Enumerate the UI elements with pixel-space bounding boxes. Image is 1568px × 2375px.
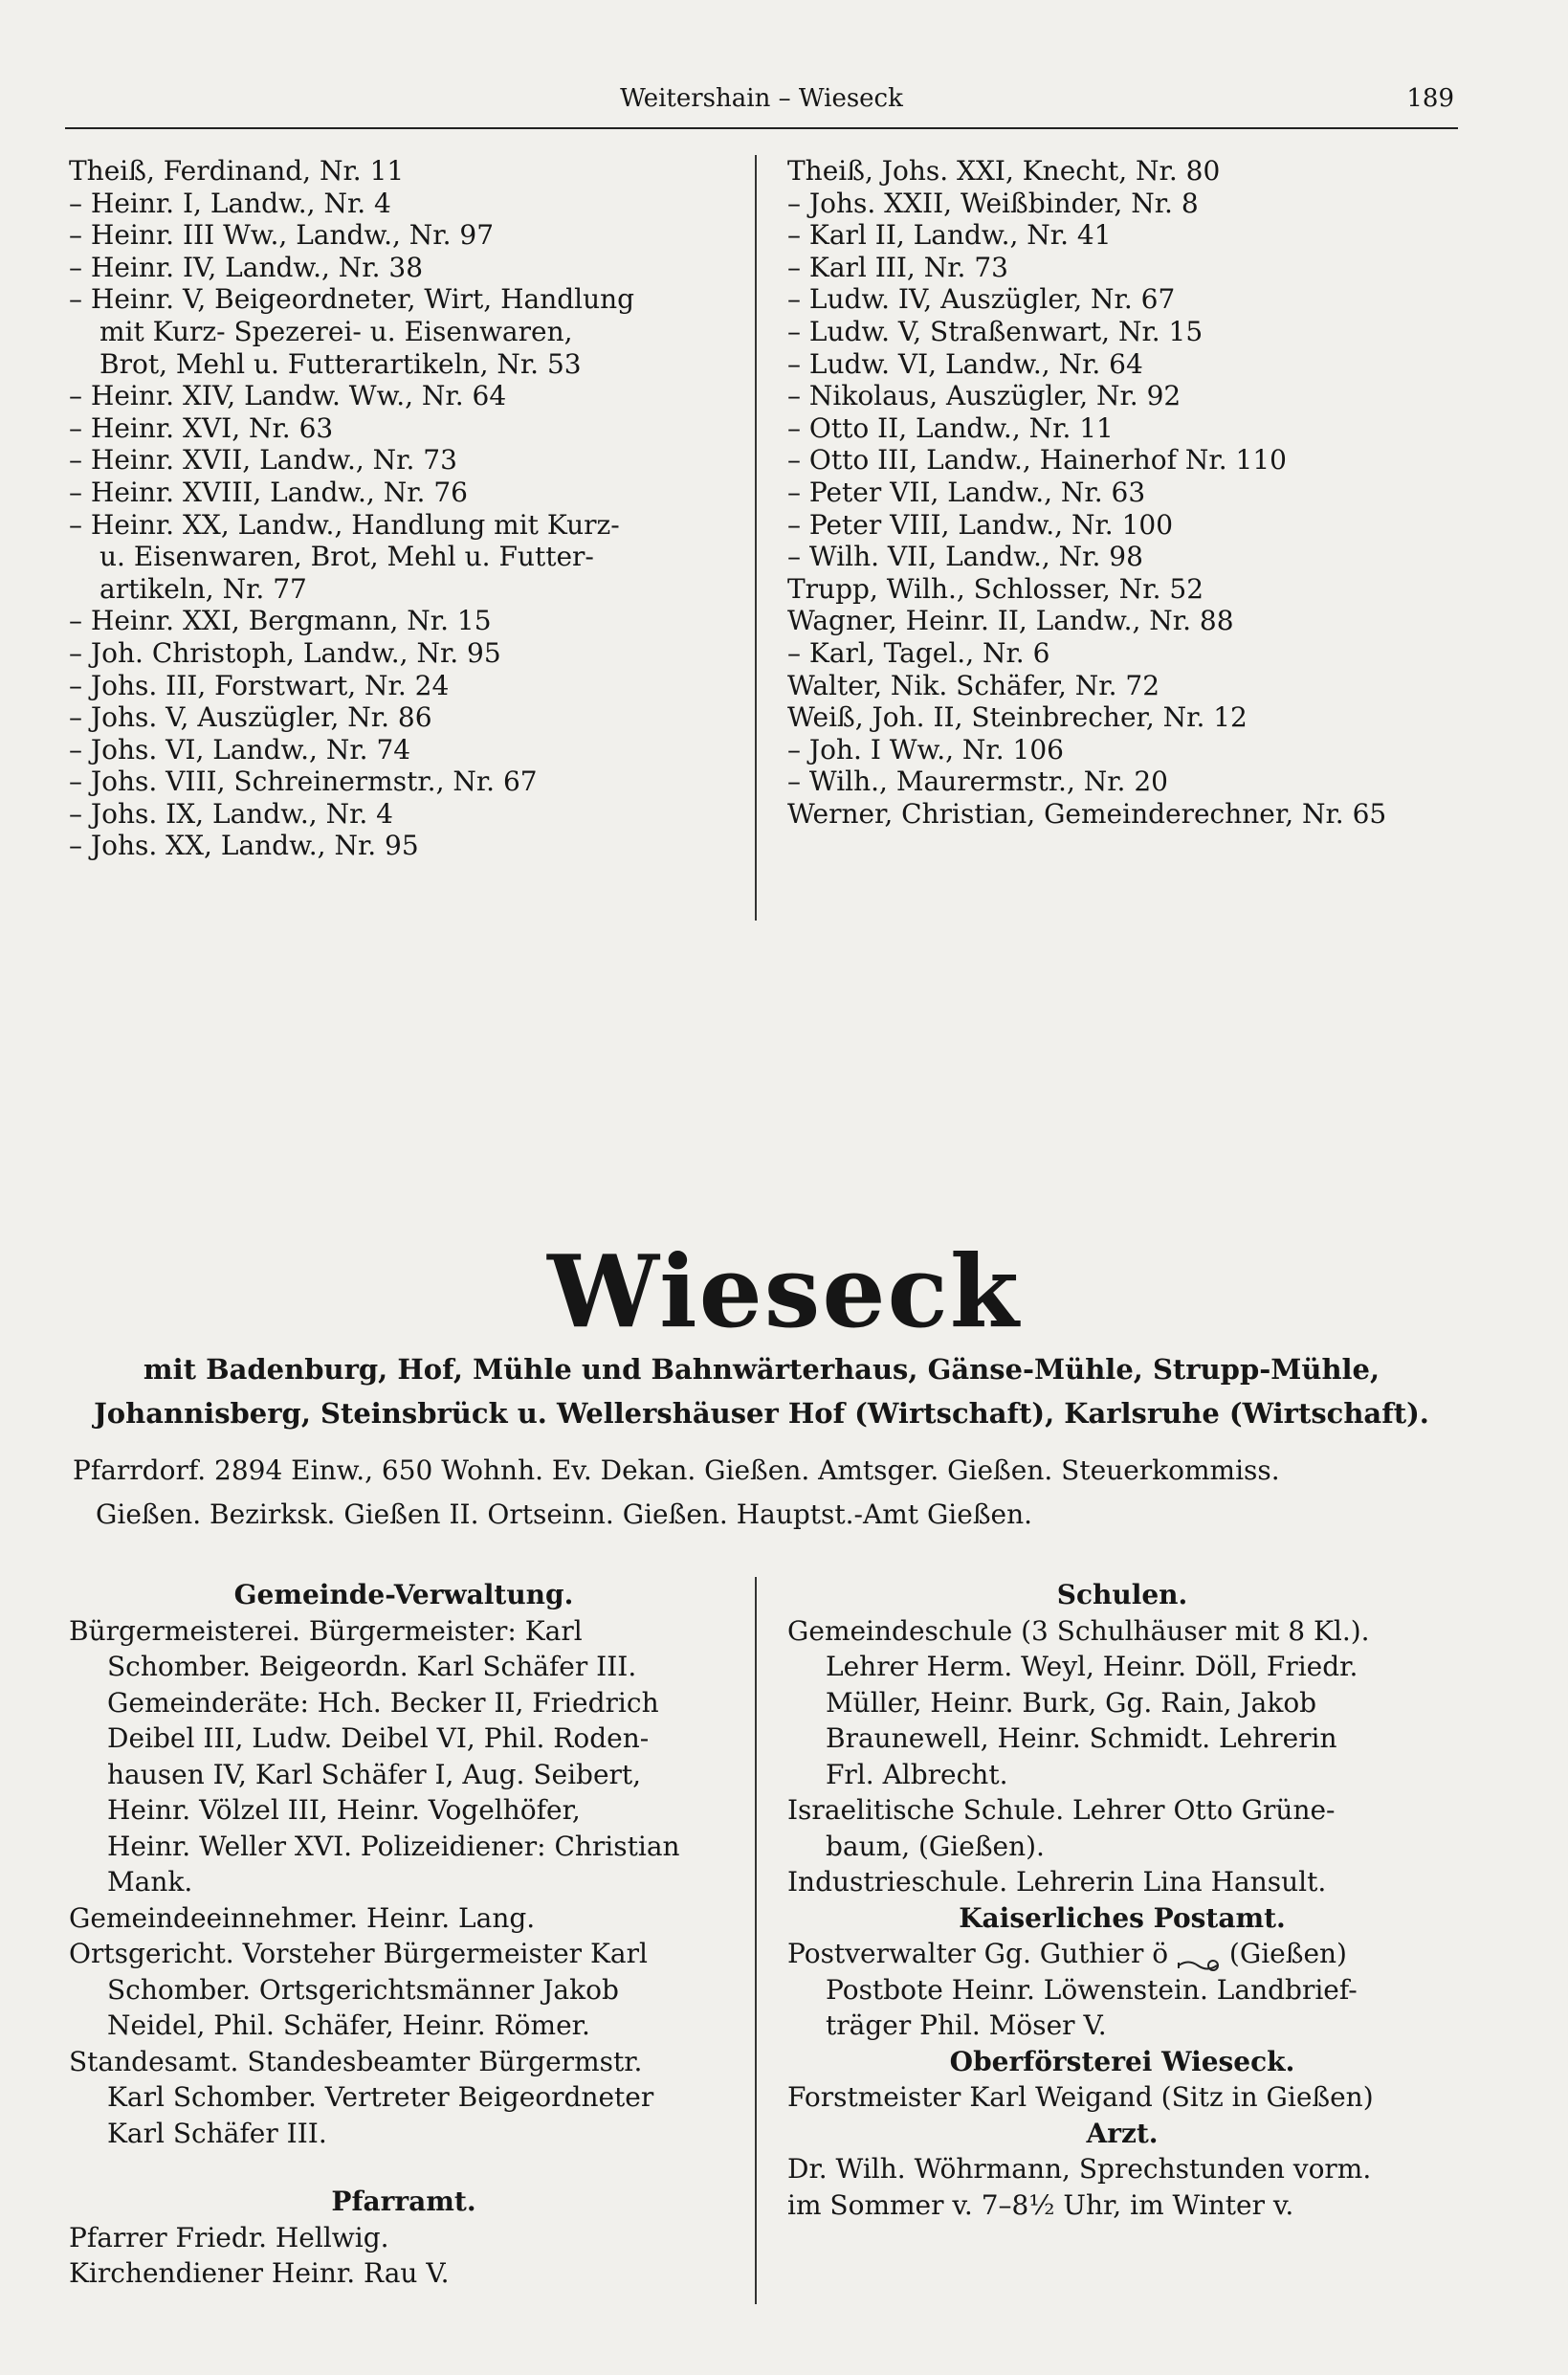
list-entry: – Heinr. V, Beigeordneter, Wirt, Handlung [69, 283, 635, 316]
section-line: Gemeindeeinnehmer. Heinr. Lang. [69, 1901, 536, 1934]
list-entry: Walter, Nik. Schäfer, Nr. 72 [787, 669, 1160, 701]
postmaster-name: Postverwalter Gg. Guthier ö [787, 1938, 1178, 1969]
section-line: Forstmeister Karl Weigand (Sitz in Gießen) [787, 2081, 1374, 2113]
section-line: Pfarrer Friedr. Hellwig. [69, 2221, 389, 2253]
town-info-line-2: Gießen. Bezirksk. Gießen II. Ortseinn. Gießen. Hauptst.-Amt Gießen. [96, 1498, 1033, 1530]
list-entry: – Heinr. XIV, Landw. Ww., Nr. 64 [69, 380, 507, 412]
list-entry: – Johs. XXII, Weißbinder, Nr. 8 [787, 187, 1199, 219]
section-line: Kirchendiener Heinr. Rau V. [69, 2257, 450, 2289]
list-entry: – Nikolaus, Auszügler, Nr. 92 [787, 380, 1182, 412]
postmaster-entry [787, 1936, 1457, 1972]
column-divider-top [755, 155, 757, 921]
town-subtitle-line-2: Johannisberg, Steinsbrück u. Wellershäuser Hof (Wirtschaft), Karlsruhe (Wirtschaft). [94, 1397, 1429, 1430]
section-line: träger Phil. Möser V. [826, 2009, 1107, 2041]
section-line: hausen IV, Karl Schäfer I, Aug. Seibert, [107, 1758, 642, 1790]
column-divider-bottom [755, 1577, 757, 2304]
section-line: Mank. [107, 1866, 193, 1898]
postmaster-location: (Gießen) [1221, 1938, 1347, 1969]
section-line: Gemeindeschule (3 Schulhäuser mit 8 Kl.). [787, 1614, 1370, 1647]
section-line: Karl Schomber. Vertreter Beigeordneter [107, 2081, 654, 2113]
list-entry: – Johs. V, Auszügler, Nr. 86 [69, 701, 432, 734]
list-entry: Theiß, Johs. XXI, Knecht, Nr. 80 [787, 155, 1221, 187]
section-heading: Schulen. [1056, 1579, 1188, 1610]
list-entry: – Peter VII, Landw., Nr. 63 [787, 476, 1146, 508]
section-line: Lehrer Herm. Weyl, Heinr. Döll, Friedr. [826, 1651, 1358, 1682]
list-entry: – Johs. XX, Landw., Nr. 95 [69, 830, 419, 862]
list-entry: – Heinr. IV, Landw., Nr. 38 [69, 251, 424, 283]
section-line: im Sommer v. 7–8½ Uhr, im Winter v. [787, 2188, 1294, 2221]
section-line: Industrieschule. Lehrerin Lina Hansult. [787, 1866, 1327, 1898]
list-entry: – Heinr. XXI, Bergmann, Nr. 15 [69, 605, 492, 637]
section-line: Deibel III, Ludw. Deibel VI, Phil. Roden- [107, 1722, 650, 1754]
section-spacer [69, 2151, 739, 2184]
town-info-line-1: Pfarrdorf. 2894 Einw., 650 Wohnh. Ev. Dekan. Gießen. Amtsger. Gießen. Steuerkommiss. [73, 1454, 1280, 1486]
list-entry: – Ludw. IV, Auszügler, Nr. 67 [787, 283, 1176, 316]
list-entry: mit Kurz- Spezerei- u. Eisenwaren, [99, 315, 573, 347]
section-line: Heinr. Weller XVI. Polizeidiener: Christian [107, 1830, 680, 1862]
running-header [65, 84, 1458, 122]
list-entry: u. Eisenwaren, Brot, Mehl u. Futter- [99, 541, 594, 573]
list-entry: – Heinr. XVIII, Landw., Nr. 76 [69, 476, 468, 508]
resident-list-left [69, 155, 758, 862]
list-entry: – Heinr. I, Landw., Nr. 4 [69, 187, 391, 219]
section-line: Braunewell, Heinr. Schmidt. Lehrerin [826, 1722, 1337, 1754]
section-line: Karl Schäfer III. [107, 2117, 327, 2149]
list-entry: – Otto II, Landw., Nr. 11 [787, 411, 1114, 444]
list-entry: Weiß, Joh. II, Steinbrecher, Nr. 12 [787, 701, 1248, 734]
section-line: Ortsgericht. Vorsteher Bürgermeister Karl [69, 1938, 648, 1969]
section-heading: Arzt. [1086, 2117, 1159, 2149]
section-heading: Kaiserliches Postamt. [959, 1901, 1286, 1934]
page-number: 189 [1406, 84, 1454, 113]
section-heading: Oberförsterei Wieseck. [949, 2045, 1295, 2077]
list-entry: – Joh. Christoph, Landw., Nr. 95 [69, 636, 501, 669]
list-entry: – Heinr. XX, Landw., Handlung mit Kurz- [69, 508, 620, 541]
list-entry: Theiß, Ferdinand, Nr. 11 [69, 155, 405, 187]
section-line: Schomber. Beigeordn. Karl Schäfer III. [107, 1651, 637, 1682]
section-line: Standesamt. Standesbeamter Bürgermstr. [69, 2045, 643, 2077]
list-entry: Werner, Christian, Gemeinderechner, Nr. 65 [787, 797, 1387, 830]
list-entry: – Wilh. VII, Landw., Nr. 98 [787, 541, 1143, 573]
list-entry: – Heinr. III Ww., Landw., Nr. 97 [69, 219, 495, 252]
list-entry: – Karl III, Nr. 73 [787, 251, 1008, 283]
section-line: Israelitische Schule. Lehrer Otto Grüne- [787, 1794, 1336, 1826]
list-entry: – Joh. I Ww., Nr. 106 [787, 733, 1064, 766]
town-title: Wieseck [547, 1232, 1021, 1350]
section-line: Schomber. Ortsgerichtsmänner Jakob [107, 1973, 619, 2006]
list-entry: Trupp, Wilh., Schlosser, Nr. 52 [787, 572, 1204, 605]
list-entry: – Otto III, Landw., Hainerhof Nr. 110 [787, 444, 1287, 477]
list-entry: – Karl, Tagel., Nr. 6 [787, 636, 1050, 669]
section-heading: Gemeinde-Verwaltung. [233, 1579, 574, 1610]
section-heading: Pfarramt. [331, 2186, 476, 2217]
list-entry: – Wilh., Maurermstr., Nr. 20 [787, 766, 1168, 798]
resident-list-right [787, 155, 1476, 830]
list-entry: – Heinr. XVII, Landw., Nr. 73 [69, 444, 457, 477]
list-entry: – Johs. IX, Landw., Nr. 4 [69, 797, 393, 830]
list-entry: – Karl II, Landw., Nr. 41 [787, 219, 1112, 252]
section-line: Neidel, Phil. Schäfer, Heinr. Römer. [107, 2009, 590, 2041]
list-entry: artikeln, Nr. 77 [99, 572, 307, 605]
list-entry: – Johs. VIII, Schreinermstr., Nr. 67 [69, 766, 538, 798]
schools-section [787, 1577, 1457, 2223]
list-entry: – Heinr. XVI, Nr. 63 [69, 411, 334, 444]
section-line: Bürgermeisterei. Bürgermeister: Karl [69, 1614, 583, 1647]
list-entry: Wagner, Heinr. II, Landw., Nr. 88 [787, 605, 1234, 637]
section-line: Dr. Wilh. Wöhrmann, Sprechstunden vorm. [787, 2153, 1372, 2185]
list-entry: – Johs. VI, Landw., Nr. 74 [69, 733, 411, 766]
town-subtitle-line-1: mit Badenburg, Hof, Mühle und Bahnwärterhaus, Gänse-Mühle, Strupp-Mühle, [143, 1353, 1380, 1386]
section-line: Postbote Heinr. Löwenstein. Landbrief- [826, 1973, 1358, 2006]
section-line: baum, (Gießen). [826, 1830, 1045, 1862]
header-rule [65, 127, 1458, 129]
section-line: Frl. Albrecht. [826, 1758, 1008, 1790]
list-entry: – Ludw. VI, Landw., Nr. 64 [787, 347, 1143, 380]
list-entry: – Peter VIII, Landw., Nr. 100 [787, 508, 1174, 541]
post-horn-icon [1177, 1947, 1221, 1964]
list-entry: Brot, Mehl u. Futterartikeln, Nr. 53 [99, 347, 582, 380]
section-line: Müller, Heinr. Burk, Gg. Rain, Jakob [826, 1686, 1317, 1719]
running-title: Weitershain – Wieseck [620, 84, 903, 113]
list-entry: – Johs. III, Forstwart, Nr. 24 [69, 669, 450, 701]
section-line: Heinr. Völzel III, Heinr. Vogelhöfer, [107, 1794, 581, 1826]
section-line: Gemeinderäte: Hch. Becker II, Friedrich [107, 1686, 659, 1719]
administration-section [69, 1577, 739, 2292]
list-entry: – Ludw. V, Straßenwart, Nr. 15 [787, 315, 1204, 347]
